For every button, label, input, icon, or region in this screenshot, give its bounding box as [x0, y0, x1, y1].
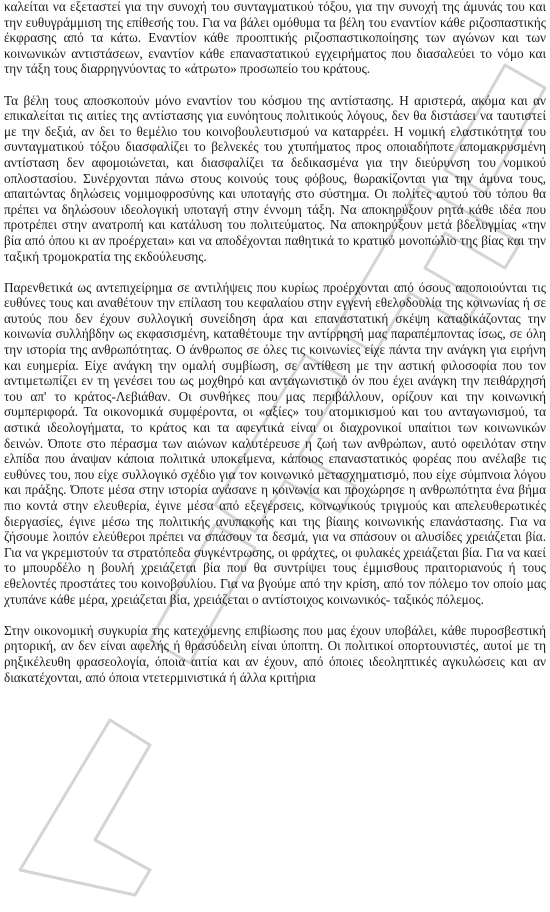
- paragraph-1: καλείται να εξεταστεί για την συνοχή του συνταγματικού τόξου, για την συνοχή της άμυνάς του και την ευθυγράμμιση της επίθεσής του. Για να βάλει ομόθυμα τα βέλη του εναντίον κάθε ριζοσπαστικής έκφρασης από τα κάτω. Εναντίον κάθε προοπτικής ριζοσπαστικοποίησης των αγώνων και των κοινωνικών αντιστάσεων, εναντίον κάθε επαναστατικού εγχειρήματος που διασαλεύει το νόμο και την τάξη τους διαρρηγνύοντας το «άτρωτο» προσωπείο του κράτους.: [4, 0, 546, 77]
- paragraph-2: Τα βέλη τους αποσκοπούν μόνο εναντίον του κόσμου της αντίστασης. Η αριστερά, ακόμα και αν επικαλείται τις αιτίες της αντίστασης για ευνόητους πολιτικούς λόγους, δεν θα διστάσει να ταυτιστεί με την δεξιά, αν δει το θεμέλιο του κοινοβουλευτισμού να καταρρέει. Η νομική ελαστικότητα του συνταγματικού τόξου διασφαλίζει το βελνεκές του χτυπήματος προς οποιαδήποτε απομακρυσμένη αντίσταση δεν αφομοιώνεται, και διασφαλίζει τα δεδικασμένα για την διεύρυνση του νομικού οπλοστασίου. Συνέρχονται πάνω στους κοινούς τους φόβους, θωρακίζονται για την άμυνα τους, απαιτώντας δηλώσεις νομιμοφροσύνης και υποταγής στο σύστημα. Οι πολίτες αυτού του τόπου θα πρέπει να δηλώσουν ιδεολογική υποταγή στην έννομη τάξη. Να αποκηρύξουν ρητά κάθε ιδέα που προτρέπει στην ανατροπή και κατάλυση του πολιτεύματος. Να αποκηρύξουν μετά βδελυγμίας «την βία από όπου κι αν προέρχεται» και να αποδέχονται παθητικά το κρατικό μονοπώλιο της βίας και την ταξική τρομοκρατία της εκδούλευσης.: [4, 92, 546, 264]
- watermark-letter-1: [20, 720, 150, 895]
- document-body: [4, 0, 546, 685]
- paragraph-4: Στην οικονομική συγκυρία της κατεχόμενης επιβίωσης που μας έχουν υποβάλει, κάθε πυροσβεστική ρητορική, αν δεν είναι αφελής ή θρασύδειλη είναι ύποπτη. Οι πολιτικοί οπορτουνιστές, αυτοί με τη ρηξικέλευθη φρασεολογία, όποια αιτία και αν έχουν, από όποιες ιδεοληπτικές αγκυλώσεις και αν διακατέχονται, από όποια ντετερμινιστικά ή άλλα κριτήρια: [4, 622, 546, 685]
- paragraph-3: Παρενθετικά ως αντεπιχείρημα σε αντιλήψεις που κυρίως προέρχονται από όσους αποποιούνται τις ευθύνες τους και αναθέτουν την επίλαση του κεφαλαίου στην εγγενή εθελοδουλία της κοινωνίας ή σε αυτούς που δεν έχουν συλλογική συνείδηση άρα και επαναστατική σκέψη καταδικάζοντας την κοινωνία συλλήβδην ως εκφασισμένη, καταθέτουμε την αντίρρησή μας παραπέμποντας ίσως, σε όλη την ιστορία της ανθρωπότητας. Ο άνθρωπος σε όλες τις κοινωνίες είχε πάντα την ανάγκη για ειρήνη και ευημερία. Είχε ανάγκη την ομαλή συμβίωση, σε αντίθεση με την αστική φιλοσοφία που τον αντιμετωπίζει εν τη γενέσει του ως μοχθηρό και ανταγωνιστικό όν που έχει ανάγκη την πειθάρχησή του απ' το κράτος-Λεβιάθαν. Οι συνθήκες που μας περιβάλλουν, ορίζουν και την κοινωνική συμπεριφορά. Τα οικονομικά συμφέροντα, οι «αξίες» του ατομικισμού και του ανταγωνισμού, τα αστικά ιδεολογήματα, το κράτος και τα αφεντικά είναι οι διαχρονικοί υπαίτιοι των κοινωνικών δεινών. Όποτε στο πέρασμα των αιώνων καλυτέρευσε η ζωή των ανθρώπων, αυτό οφειλόταν στην ελπίδα που άναψαν κάποια πολιτικά υποκείμενα, κάποιος επαναστατικός φορέας που ανέλαβε τις ευθύνες του, που είχε συλλογικό σχέδιο για τον κοινωνικό μετασχηματισμό, που είχε σύμπνοια λόγου και πράξης. Όποτε μέσα στην ιστορία ανάσανε η κοινωνία και προχώρησε η ανθρωπότητα ένα βήμα πιο κοντά στην ελευθερία, έγινε μέσα από εξεγέρσεις, κοινωνικούς τριγμούς και απελευθερωτικές διεργασίες, έγινε μέσω της πολιτικής ανυπακοής και της βίαιης κοινωνικής επανάστασης. Για να ζήσουμε λοιπόν ελεύθεροι πρέπει να σπάσουν τα δεσμά, για να σπάσουν οι αλυσίδες χρειάζεται βία. Για να γκρεμιστούν τα στρατόπεδα συγκέντρωσης, οι φράχτες, οι φυλακές χρειάζεται βία. Για να καεί το μπουρδέλο η βουλή χρειάζεται βία που θα συντρίψει τους έμμισθους πραιτοριανούς ή τους εθελοντές προστάτες του κοινοβουλίου. Για να βγούμε από την κρίση, από τον πόλεμο τον οποίο μας χτυπάνε κάθε μέρα, χρειάζεται βία, χρειάζεται ο αντίστοιχος κοινωνικός- ταξικός πόλεμος.: [4, 279, 546, 607]
